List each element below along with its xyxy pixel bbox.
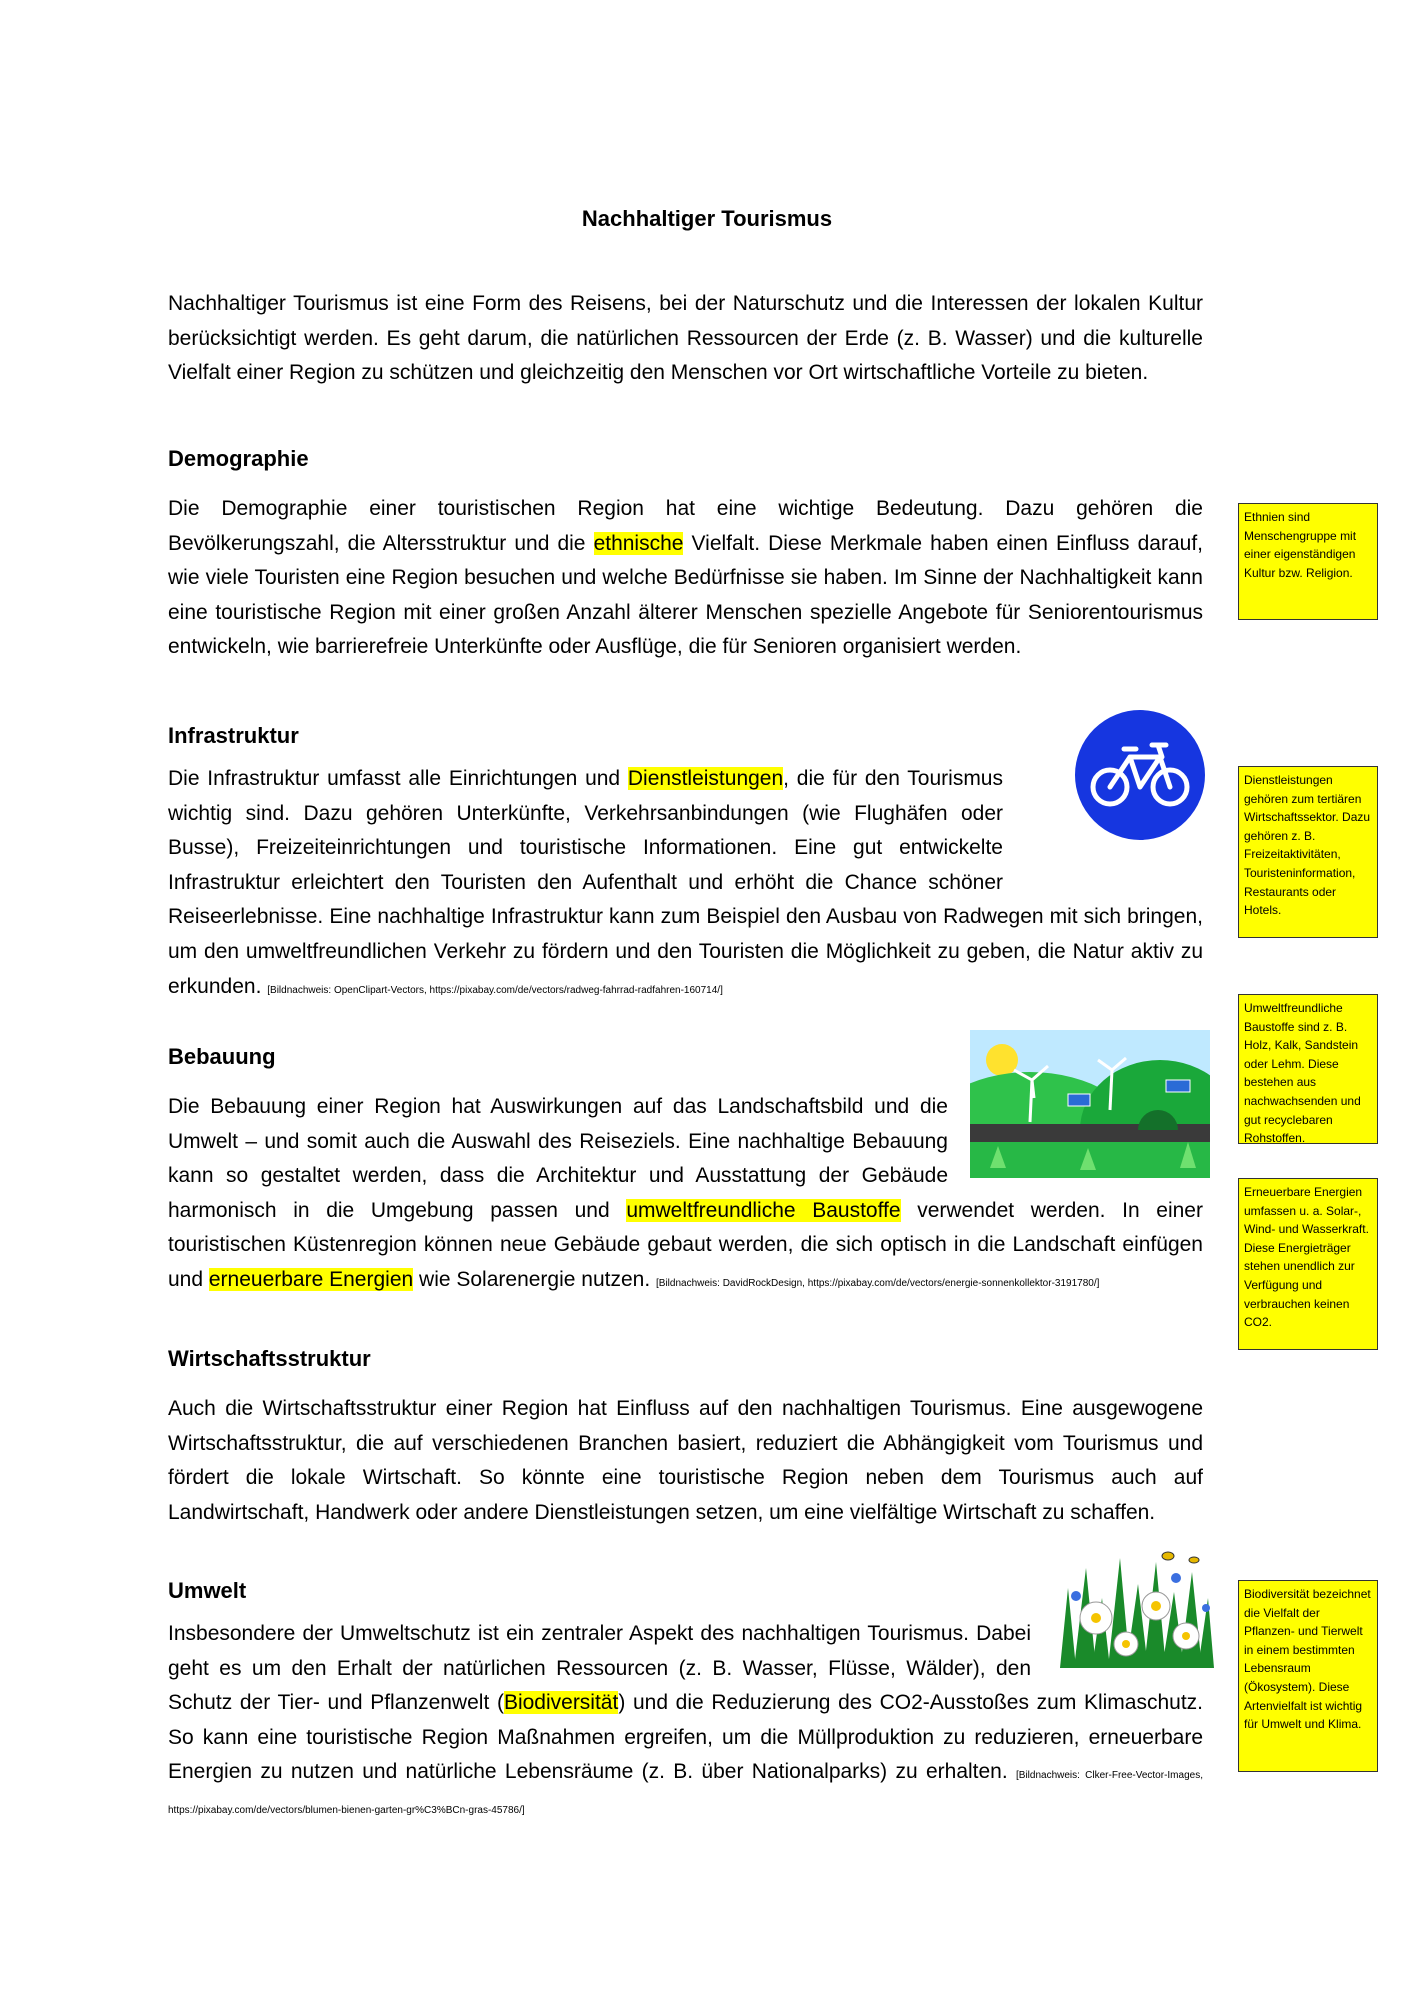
infrastruktur-text-b: , die für den Tourismus wichtig sind. Dazu gehören Unterkünfte, Verkehrsanbindungen (wie Flughäfen oder Busse), Freizeiteinrichtungen und touristische Informationen. Eine gut entwickelte Infrastruktur erleichtert den Touristen den Aufenthalt und erhöht die Chance schöner Reiseerlebnisse. Eine nachhaltige Infrastruktur kann zum Beispiel den Ausbau von Radwegen mit sich bringen, um den umweltfreundlichen Verkehr zu fördern und den Touristen die Möglichkeit zu geben, die Natur aktiv zu erkunden. (168, 767, 1203, 998)
heading-infrastruktur: Infrastruktur (168, 723, 299, 748)
image-credit: [Bildnachweis: OpenClipart-Vectors, https://pixabay.com/de/vectors/radweg-fahrrad-radfahren-160714/] (267, 984, 723, 996)
umwelt-text-b: ) und die Reduzierung des CO2-Ausstoßes zum Klimaschutz. So kann eine touristische Region Maßnahmen ergreifen, um die Müllproduktion zu reduzieren, erneuerbare Energien zu nutzen und natürliche Lebensräume (z. B. über Nationalparks) zu erhalten. (168, 1691, 1204, 1784)
highlight-ethnische: ethnische (593, 531, 684, 555)
note-baustoffe: Umweltfreundliche Baustoffe sind z. B. Holz, Kalk, Sandstein oder Lehm. Diese bestehen aus nachwachsenden und gut recyclebaren Rohstoffen. (1238, 994, 1378, 1144)
renewable-landscape-icon (970, 1030, 1210, 1178)
heading-umwelt: Umwelt (168, 1578, 247, 1603)
highlight-energien: erneuerbare Energien (208, 1267, 414, 1291)
demographie-text-b: Vielfalt. Diese Merkmale haben einen Einfluss darauf, wie viele Touristen eine Region besuchen und welche Bedürfnisse sie haben. Im Sinne der Nachhaltigkeit kann eine touristische Region mit einer großen Anzahl älterer Menschen spezielle Angebote für Seniorentourismus entwickeln, wie barrierefreie Unterkünfte oder Ausflüge, die für Senioren organisiert werden. (168, 531, 1203, 659)
highlight-baustoffe: umweltfreundliche Baustoffe (626, 1198, 901, 1222)
wirtschaft-paragraph (168, 1392, 1203, 1530)
bebauung-text-a: Die Bebauung einer Region hat Auswirkungen auf das Landschaftsbild und die Umwelt – und somit auch die Auswahl des Reiseziels. Eine nachhaltige Bebauung kann so gestaltet werden, dass die Architektur und Ausstattung der Gebäude harmonisch in die Umgebung passen und (168, 1095, 948, 1222)
highlight-biodiversitaet: Biodiversität (503, 1691, 619, 1715)
flowers-grass-icon (1056, 1548, 1216, 1668)
bebauung-text-c: wie Solarenergie nutzen. (413, 1267, 656, 1291)
demographie-paragraph (168, 492, 1203, 665)
note-ethnien: Ethnien sind Menschengruppe mit einer eigenständigen Kultur bzw. Religion. (1238, 503, 1378, 620)
heading-bebauung: Bebauung (168, 1044, 276, 1069)
infrastruktur-text-a: Die Infrastruktur umfasst alle Einrichtungen und (168, 767, 628, 790)
bebauung-text-b: verwendet werden. In einer touristischen Küstenregion können neue Gebäude gebaut werden, die sich optisch in die Landschaft einfügen und (168, 1198, 1203, 1291)
highlight-dienstleistungen: Dienstleistungen (627, 767, 784, 790)
image-credit: [Bildnachweis: DavidRockDesign, https://pixabay.com/de/vectors/energie-sonnenkollektor-3191780/] (656, 1277, 1100, 1289)
note-energien: Erneuerbare Energien umfassen u. a. Solar-, Wind- und Wasserkraft. Diese Energieträger stehen unendlich zur Verfügung und verbrauchen keinen CO2. (1238, 1178, 1378, 1350)
intro-text: Nachhaltiger Tourismus ist eine Form des Reisens, bei der Naturschutz und die Interessen der lokalen Kultur berücksichtigt werden. Es geht darum, die natürlichen Ressourcen der Erde (z. B. Wasser) und die kulturelle Vielfalt einer Region zu schützen und gleichzeitig den Menschen vor Ort wirtschaftliche Vorteile zu bieten. (168, 292, 1203, 385)
intro-paragraph (168, 287, 1203, 391)
wirtschaft-text: Auch die Wirtschaftsstruktur einer Region hat Einfluss auf den nachhaltigen Tourismus. Eine ausgewogene Wirtschaftsstruktur, die auf verschiedenen Branchen basiert, reduziert die Abhängigkeit vom Tourismus und fördert die lokale Wirtschaft. So könnte eine touristische Region neben dem Tourismus auch auf Landwirtschaft, Handwerk oder andere Dienstleistungen setzen, um eine vielfältige Wirtschaft zu schaffen. (168, 1397, 1203, 1524)
note-biodiversitaet: Biodiversität bezeichnet die Vielfalt der Pflanzen- und Tierwelt in einem bestimmten Lebensraum (Ökosystem). Diese Artenvielfalt ist wichtig für Umwelt und Klima. (1238, 1580, 1378, 1772)
page-title: Nachhaltiger Tourismus (581, 206, 833, 231)
note-dienstleistungen: Dienstleistungen gehören zum tertiären Wirtschaftssektor. Dazu gehören z. B. Freizeitaktivitäten, Touristeninformation, Restaurants oder Hotels. (1238, 766, 1378, 938)
infrastruktur-paragraph (168, 762, 1203, 1004)
umwelt-text-a: Insbesondere der Umweltschutz ist ein zentraler Aspekt des nachhaltigen Tourismus. Dabei geht es um den Erhalt der natürlichen Ressourcen (z. B. Wasser, Flüsse, Wälder), den Schutz der Tier- und Pflanzenwelt ( (168, 1622, 1031, 1715)
bicycle-sign-icon (1072, 707, 1208, 843)
demographie-text-a: Die Demographie einer touristischen Region hat eine wichtige Bedeutung. Dazu gehören die Bevölkerungszahl, die Altersstruktur und die (168, 497, 1203, 555)
umwelt-paragraph (168, 1617, 1203, 1825)
heading-demographie: Demographie (168, 446, 309, 471)
heading-wirtschaftsstruktur: Wirtschaftsstruktur (168, 1346, 371, 1371)
image-credit: [Bildnachweis: Clker-Free-Vector-Images, https://pixabay.com/de/vectors/blumen-bienen-garten-gr%C3%BCn-gras-45786/] (168, 1770, 1203, 1816)
